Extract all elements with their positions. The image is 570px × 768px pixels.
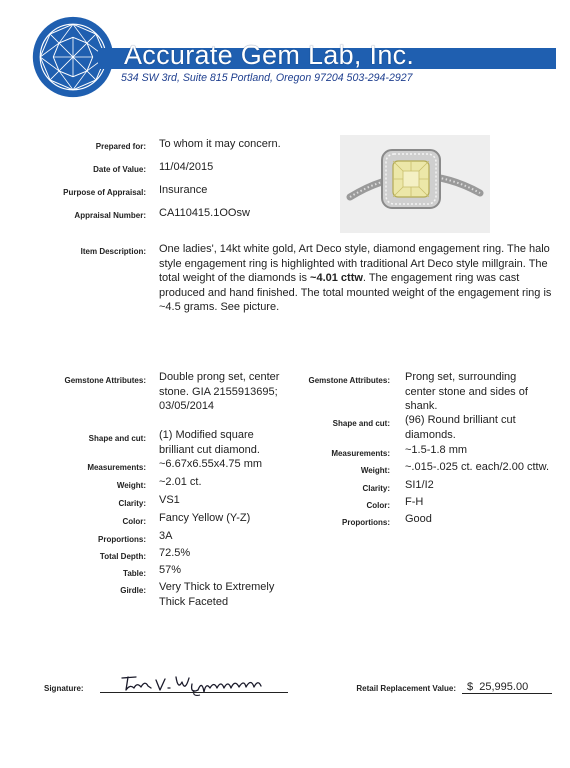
date-label: Date of Value:: [93, 165, 146, 174]
center-measurements-value: ~6.67x6.55x4.75 mm: [159, 458, 263, 470]
prepared-for-value: To whom it may concern.: [159, 138, 281, 150]
center-girdle-value: Very Thick to Extremely Thick Faceted: [159, 581, 275, 608]
side-color-label: Color:: [366, 501, 390, 510]
ring-image: [340, 135, 490, 233]
side-attributes-value: Prong set, surrounding center stone and sides of shank.: [405, 371, 528, 412]
side-attributes-label: Gemstone Attributes:: [308, 376, 390, 385]
signature-label: Signature:: [44, 684, 84, 693]
replacement-value-label: Retail Replacement Value:: [356, 684, 456, 693]
center-proportions-label: Proportions:: [98, 535, 146, 544]
side-weight-label: Weight:: [360, 466, 390, 475]
handwritten-signature: [118, 668, 268, 698]
item-description-total-weight: ~4.01 cttw: [310, 272, 363, 284]
appraisal-number-value: CA110415.1OOsw: [159, 207, 250, 219]
center-attributes-value: Double prong set, center stone. GIA 2155913695; 03/05/2014: [159, 371, 280, 412]
purpose-value: Insurance: [159, 184, 208, 196]
center-attributes-label: Gemstone Attributes:: [64, 376, 146, 385]
side-clarity-value: SI1/I2: [405, 479, 434, 491]
center-clarity-value: VS1: [159, 494, 180, 506]
company-name: Accurate Gem Lab, Inc.: [124, 40, 415, 70]
side-proportions-value: Good: [405, 513, 432, 525]
side-weight-value: ~.015-.025 ct. each/2.00 cttw.: [405, 461, 550, 473]
center-depth-label: Total Depth:: [99, 552, 146, 561]
item-description-label: Item Description:: [80, 247, 146, 256]
center-table-label: Table:: [123, 569, 146, 578]
center-depth-value: 72.5%: [159, 547, 191, 559]
side-measurements-value: ~1.5-1.8 mm: [405, 444, 468, 456]
date-value: 11/04/2015: [159, 161, 214, 173]
appraisal-number-label: Appraisal Number:: [74, 211, 146, 220]
center-weight-value: ~2.01 ct.: [159, 476, 202, 488]
item-description: [159, 242, 552, 315]
side-measurements-label: Measurements:: [331, 449, 390, 458]
center-proportions-value: 3A: [159, 530, 173, 542]
replacement-value-line: [462, 693, 552, 694]
prepared-for-label: Prepared for:: [95, 142, 146, 151]
company-address: 534 SW 3rd, Suite 815 Portland, Oregon 97204 503-294-2927: [121, 72, 413, 84]
center-weight-label: Weight:: [116, 481, 146, 490]
replacement-amount: 25,995.00: [479, 681, 529, 693]
side-shape-label: Shape and cut:: [332, 419, 390, 428]
ring-photo: [340, 135, 490, 233]
side-color-value: F-H: [405, 496, 424, 508]
side-clarity-label: Clarity:: [362, 484, 390, 493]
center-color-label: Color:: [122, 517, 146, 526]
item-description-text-2: . The engagement ring was cast produced and hand finished. The total mounted weight of the engagement ring is ~4.5 grams. See picture.: [159, 272, 552, 313]
currency-symbol: $: [467, 681, 474, 693]
center-shape-label: Shape and cut:: [88, 434, 146, 443]
center-measurements-label: Measurements:: [87, 463, 146, 472]
item-description-text-1: One ladies', 14kt white gold, Art Deco style, diamond engagement ring. The halo style engagement ring is highlighted with traditional Art Deco style millgrain. The total weight of the diamonds is: [159, 243, 550, 284]
center-shape-value: (1) Modified square brilliant cut diamond.: [159, 429, 260, 456]
center-color-value: Fancy Yellow (Y-Z): [159, 512, 251, 524]
center-girdle-label: Girdle:: [120, 586, 146, 595]
center-clarity-label: Clarity:: [118, 499, 146, 508]
side-shape-value: (96) Round brilliant cut diamonds.: [405, 414, 516, 441]
center-table-value: 57%: [159, 564, 182, 576]
signature-line: [100, 692, 288, 693]
side-proportions-label: Proportions:: [342, 518, 390, 527]
purpose-label: Purpose of Appraisal:: [63, 188, 146, 197]
